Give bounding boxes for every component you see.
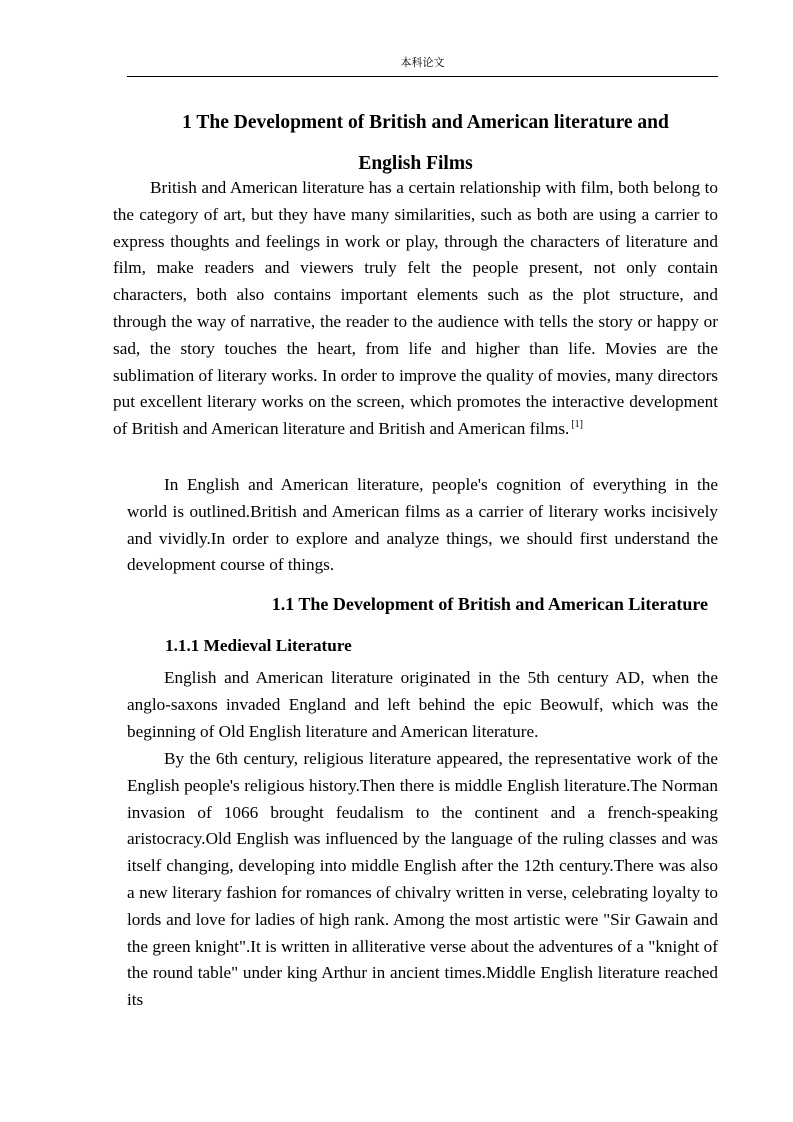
intro-paragraph-1 [113, 175, 718, 443]
intro-paragraph-1-text: British and American literature has a certain relationship with film, both belong to the category of art, but they have many similarities, such as both are using a carrier to express thoughts and feelings in work or play, through the characters of literature and film, make readers and viewers truly felt the people present, not only contain characters, both also contains important elements such as the plot structure, and through the way of narrative, the reader to the audience with tells the story or happy or sad, the story touches the heart, from life and higher than life. Movies are the sublimation of literary works. In order to improve the quality of movies, many directors put excellent literary works on the screen, which promotes the interactive development of British and American literature and British and American films. [113, 178, 718, 439]
intro-paragraph-2: In English and American literature, people's cognition of everything in the world is outlined.British and American films as a carrier of literary works incisively and vividly.In order to explore and analyze things, we should first understand the development course of things. [127, 475, 718, 575]
medieval-paragraph-1: English and American literature originated in the 5th century AD, when the anglo-saxons invaded England and left behind the epic Beowulf, which was the beginning of Old English literature and American literature. [127, 668, 718, 741]
running-header: 本科论文 [400, 56, 445, 69]
section-heading: 1.1 The Development of British and American Literature [271, 594, 708, 614]
medieval-paragraph-2: By the 6th century, religious literature appeared, the representative work of the English people's religious history.Then there is middle English literature.The Norman invasion of 1066 brought feudalism to the continent and a french-speaking aristocracy.Old English was influenced by the language of the ruling classes and was itself changing, developing into middle English after the 12th century.There was also a new literary fashion for romances of chivalry written in verse, celebrating loyalty to lords and love for ladies of high rank. Among the most artistic were "Sir Gawain and the green knight".It is written in alliterative verse about the adventures of a "knight of the round table" under king Arthur in ancient times.Middle English literature reached its [127, 749, 718, 1010]
chapter-title-line-2: English Films [358, 153, 473, 174]
chapter-title-line-1: 1 The Development of British and American literature and [182, 112, 669, 133]
subsection-heading: 1.1.1 Medieval Literature [165, 636, 352, 655]
chapter-title [113, 102, 718, 184]
citation-marker: [1] [571, 419, 583, 431]
header-rule [127, 76, 718, 77]
